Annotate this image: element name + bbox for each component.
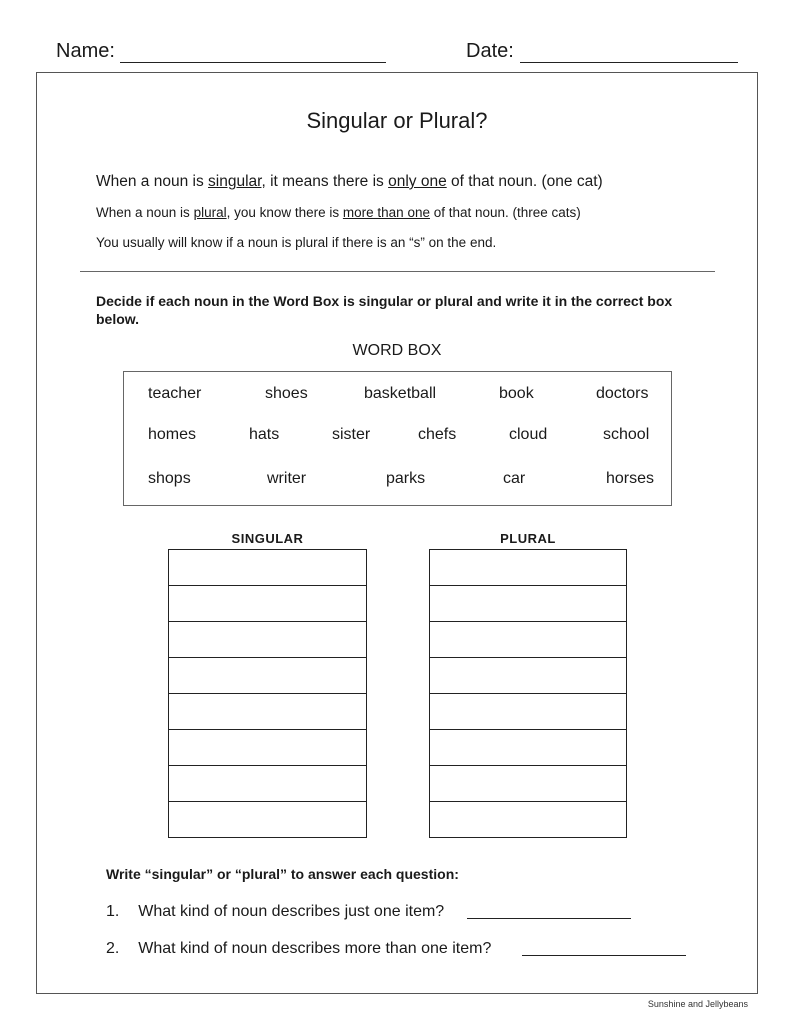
answer-2-field[interactable] — [522, 955, 686, 956]
name-field[interactable] — [120, 62, 386, 63]
answer-cell[interactable] — [168, 622, 367, 658]
word-item: teacher — [148, 385, 202, 402]
page-title: Singular or Plural? — [306, 108, 488, 133]
singular-answer-grid — [168, 549, 367, 838]
credit-text: Sunshine and Jellybeans — [647, 999, 748, 1009]
answer-cell[interactable] — [429, 586, 627, 622]
word-item: book — [499, 385, 534, 402]
questions-heading: Write “singular” or “plural” to answer each question: — [106, 866, 459, 882]
answer-cell[interactable] — [429, 766, 627, 802]
question-text: What kind of noun describes just one item? — [138, 903, 445, 920]
word-item: homes — [148, 426, 197, 443]
word-item: parks — [386, 470, 426, 487]
question-text: What kind of noun describes more than one item? — [138, 940, 492, 957]
question-1 — [106, 903, 444, 921]
answer-cell[interactable] — [168, 586, 367, 622]
answer-cell[interactable] — [429, 730, 627, 766]
intro-line-2: When a noun is plural, you know there is more than one of that noun. (three cats) — [96, 205, 581, 220]
date-field[interactable] — [520, 62, 738, 63]
plural-answer-grid — [429, 549, 627, 838]
intro-line-3: You usually will know if a noun is plural if there is an “s” on the end. — [96, 235, 497, 250]
keyword-singular: singular — [208, 173, 262, 190]
keyword-more-than-one: more than one — [342, 205, 430, 220]
word-item: horses — [606, 470, 655, 487]
word-item: shops — [148, 470, 191, 487]
name-label: Name: — [56, 40, 115, 62]
answer-cell[interactable] — [168, 730, 367, 766]
word-item: sister — [332, 426, 371, 443]
date-label: Date: — [466, 40, 514, 62]
keyword-only-one: only one — [388, 173, 447, 190]
word-item: writer — [267, 470, 307, 487]
question-number: 1. — [106, 903, 120, 920]
question-2 — [106, 940, 491, 958]
word-item: hats — [249, 426, 280, 443]
plural-heading: PLURAL — [500, 531, 556, 546]
intro-line-1: When a noun is singular, it means there is only one of that noun. (one cat) — [96, 173, 603, 190]
answer-cell[interactable] — [429, 550, 627, 586]
word-item: chefs — [418, 426, 457, 443]
answer-cell[interactable] — [429, 802, 627, 838]
divider — [80, 271, 715, 272]
word-item: basketball — [364, 385, 437, 402]
answer-cell[interactable] — [168, 802, 367, 838]
answer-cell[interactable] — [168, 658, 367, 694]
singular-heading: SINGULAR — [231, 531, 304, 546]
answer-cell[interactable] — [429, 622, 627, 658]
word-item: doctors — [596, 385, 649, 402]
answer-cell[interactable] — [429, 694, 627, 730]
word-box-title: WORD BOX — [352, 342, 442, 359]
answer-cell[interactable] — [168, 550, 367, 586]
answer-cell[interactable] — [168, 766, 367, 802]
question-number: 2. — [106, 940, 120, 957]
word-item: cloud — [509, 426, 548, 443]
word-box — [123, 371, 672, 506]
answer-cell[interactable] — [168, 694, 367, 730]
word-item: school — [603, 426, 650, 443]
keyword-plural: plural — [193, 205, 227, 220]
word-item: car — [503, 470, 526, 487]
word-item: shoes — [265, 385, 308, 402]
answer-cell[interactable] — [429, 658, 627, 694]
instructions: Decide if each noun in the Word Box is singular or plural and write it in the correct box below. — [96, 293, 673, 327]
answer-1-field[interactable] — [467, 918, 631, 919]
